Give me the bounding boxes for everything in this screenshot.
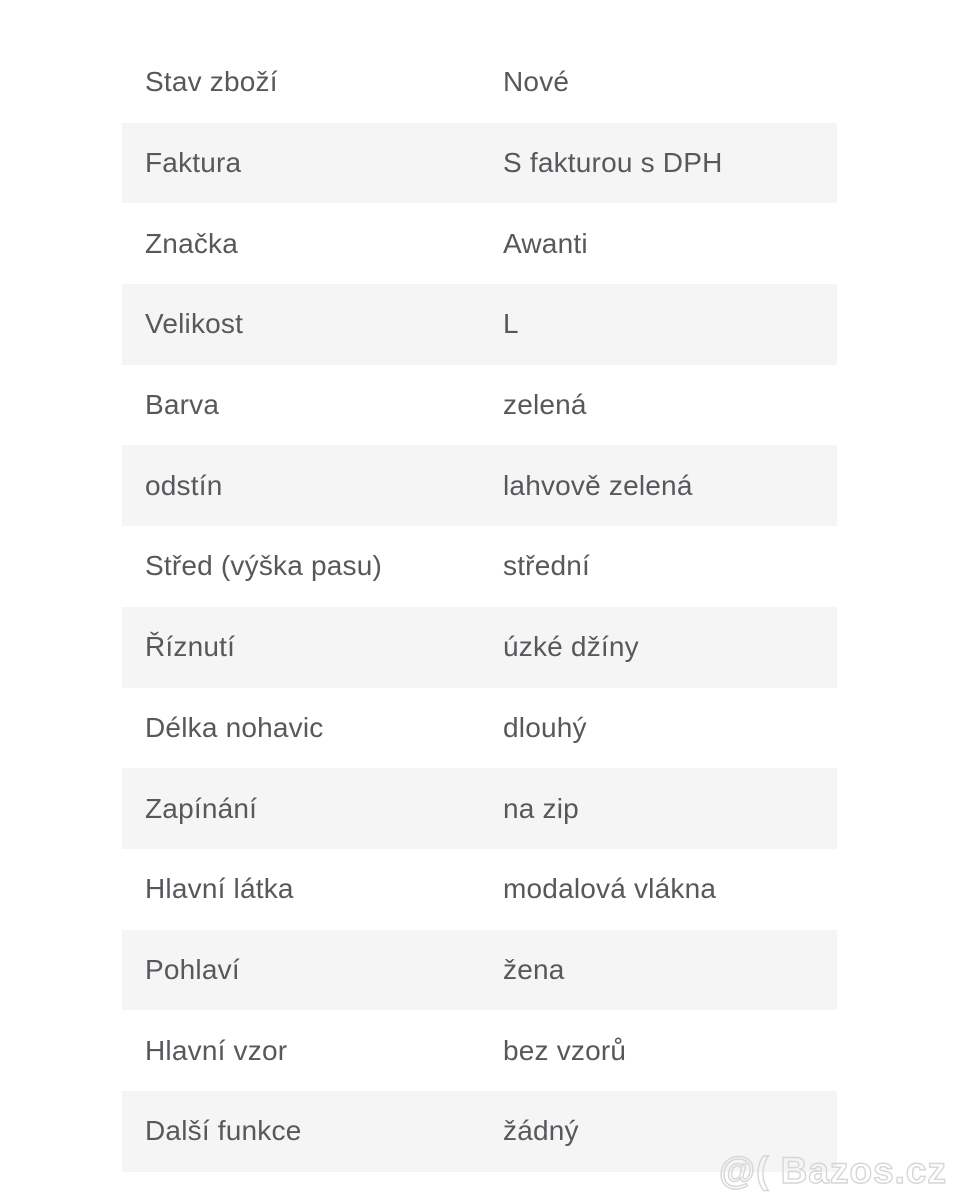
attribute-label: Faktura xyxy=(145,147,242,179)
attribute-value: Nové xyxy=(503,66,570,98)
attribute-value: Awanti xyxy=(503,227,588,259)
attribute-label: odstín xyxy=(145,469,223,501)
attribute-label: Hlavní látka xyxy=(145,873,294,905)
table-row xyxy=(122,688,837,769)
table-row xyxy=(122,203,837,284)
attribute-label: Zapínání xyxy=(145,792,258,824)
table-row xyxy=(122,445,837,526)
attribute-value: bez vzorů xyxy=(503,1034,627,1066)
table-row xyxy=(122,607,837,688)
attribute-value: L xyxy=(503,308,519,340)
attribute-value: modalová vlákna xyxy=(503,873,717,905)
attribute-value: S fakturou s DPH xyxy=(503,147,723,179)
product-attributes-table xyxy=(122,42,837,1172)
attribute-value: střední xyxy=(503,550,590,582)
attribute-label: Hlavní vzor xyxy=(145,1034,288,1066)
attribute-label: Střed (výška pasu) xyxy=(145,550,383,582)
attribute-value: na zip xyxy=(503,792,579,824)
table-row xyxy=(122,930,837,1011)
attribute-label: Délka nohavic xyxy=(145,711,324,743)
bazos-watermark: Bazos.cz xyxy=(780,1150,947,1191)
table-row xyxy=(122,768,837,849)
table-row xyxy=(122,42,837,123)
table-row xyxy=(122,849,837,930)
attribute-label: Značka xyxy=(145,227,239,259)
attribute-value: žena xyxy=(503,953,565,985)
attribute-value: lahvově zelená xyxy=(503,469,693,501)
attribute-value: dlouhý xyxy=(503,711,587,743)
attribute-value: žádný xyxy=(503,1115,579,1147)
attribute-value: úzké džíny xyxy=(503,631,639,663)
table-row xyxy=(122,123,837,204)
attribute-label: Stav zboží xyxy=(145,66,278,98)
attribute-label: Barva xyxy=(145,389,220,421)
attribute-label: Velikost xyxy=(145,308,244,340)
table-row xyxy=(122,284,837,365)
attribute-label: Další funkce xyxy=(145,1115,302,1147)
table-row xyxy=(122,1010,837,1091)
table-row xyxy=(122,365,837,446)
table-row xyxy=(122,1091,837,1172)
table-row xyxy=(122,526,837,607)
attribute-value: zelená xyxy=(503,389,587,421)
attribute-label: Pohlaví xyxy=(145,953,240,985)
attribute-label: Říznutí xyxy=(145,631,236,663)
